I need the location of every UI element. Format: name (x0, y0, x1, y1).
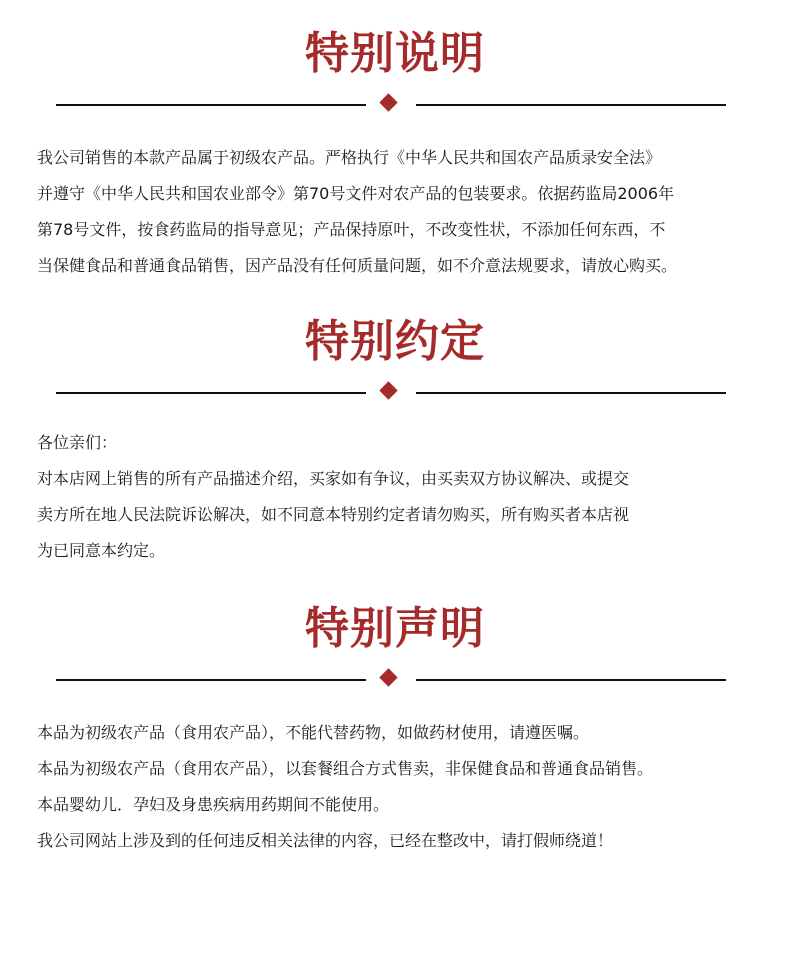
diamond-icon (379, 668, 397, 686)
section-divider (56, 383, 726, 403)
paragraph-line: 卖方所在地人民法院诉讼解决，如不同意本特别约定者请勿购买，所有购买者本店视 (37, 505, 630, 524)
paragraph-line: 各位亲们： (37, 433, 118, 452)
divider-line-left (56, 679, 366, 681)
paragraph-line: 第78号文件，按食药监局的指导意见；产品保持原叶，不改变性状，不添加任何东西，不 (37, 220, 666, 239)
paragraph-line: 为已同意本约定。 (37, 541, 166, 560)
divider-line-right (416, 392, 726, 394)
diamond-icon (379, 381, 397, 399)
section-title-statement: 特别声明 (305, 603, 485, 654)
paragraph-line: 本品为初级农产品（食用农产品），以套餐组合方式售卖，非保健食品和普通食品销售。 (37, 759, 654, 778)
section-body-notice (37, 140, 757, 284)
section-divider (56, 95, 726, 115)
paragraph-line: 对本店网上销售的所有产品描述介绍，买家如有争议，由买卖双方协议解决、或提交 (37, 469, 630, 488)
paragraph-line: 并遵守《中华人民共和国农业部令》第70号文件对农产品的包装要求。依据药监局2006年 (37, 184, 675, 203)
section-body-statement (37, 715, 757, 859)
section-body-agreement (37, 425, 757, 569)
paragraph-line: 当保健食品和普通食品销售，因产品没有任何质量问题，如不介意法规要求，请放心购买。 (37, 256, 678, 275)
section-divider (56, 670, 726, 690)
divider-line-right (416, 679, 726, 681)
paragraph-line: 本品婴幼儿．孕妇及身患疾病用药期间不能使用。 (37, 795, 390, 814)
paragraph-line: 我公司销售的本款产品属于初级农产品。严格执行《中华人民共和国农产品质录安全法》 (37, 148, 662, 167)
divider-line-left (56, 104, 366, 106)
paragraph-line: 本品为初级农产品（食用农产品），不能代替药物，如做药材使用，请遵医嘱。 (37, 723, 590, 742)
section-title-agreement: 特别约定 (305, 316, 485, 367)
section-title-notice: 特别说明 (305, 28, 485, 79)
divider-line-left (56, 392, 366, 394)
diamond-icon (379, 93, 397, 111)
paragraph-line: 我公司网站上涉及到的任何违反相关法律的内容，已经在整改中，请打假师绕道！ (37, 831, 614, 850)
divider-line-right (416, 104, 726, 106)
